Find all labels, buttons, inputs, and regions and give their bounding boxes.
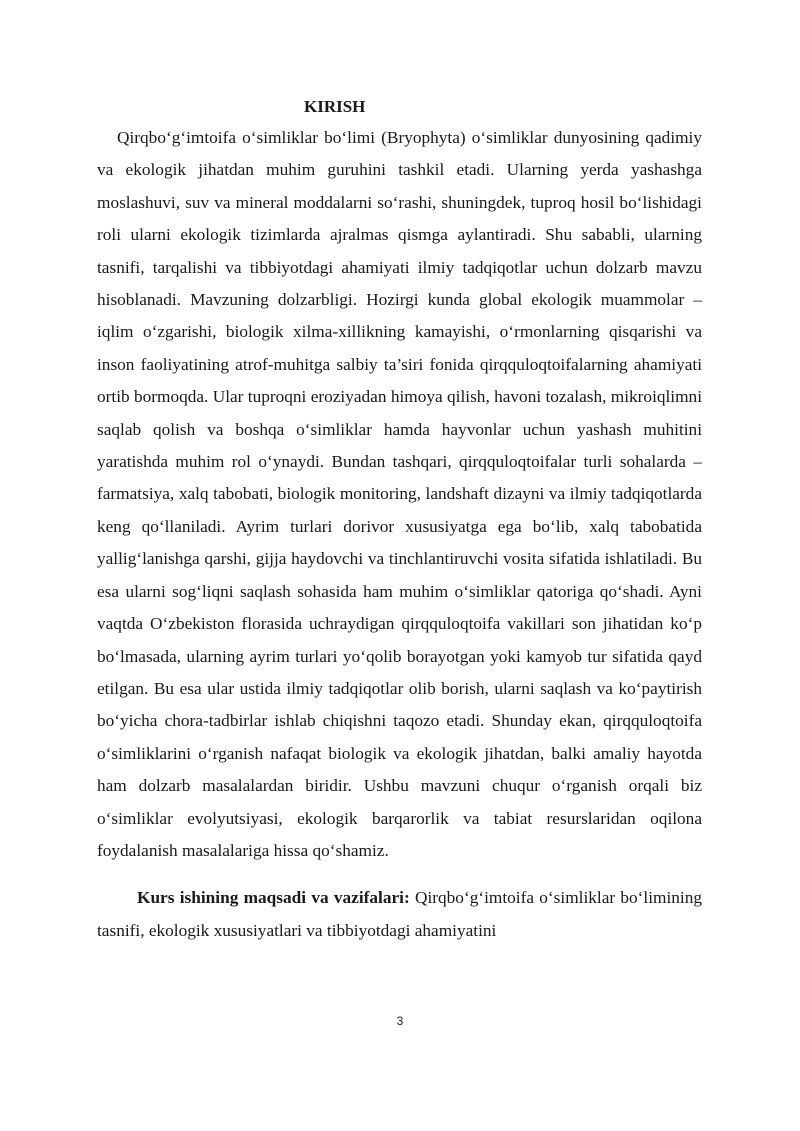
page-number: 3	[396, 1014, 404, 1028]
goals-paragraph	[97, 882, 702, 947]
intro-paragraph: Qirqbo‘g‘imtoifa o‘simliklar bo‘limi (Bryophyta) o‘simliklar dunyosining qadimiy va ekologik jihatdan muhim guruhini tashkil etadi. Ularning yerda yashashga moslashuvi, suv va mineral moddalarni so‘rashi, shuningdek, tuproq hosil bo‘lishidagi roli ularni ekologik tizimlarda ajralmas qismga aylantiradi. Shu sababli, ularning tasnifi, tarqalishi va tibbiyotdagi ahamiyati ilmiy tadqiqotlar uchun dolzarb mavzu hisoblanadi. Mavzuning dolzarbligi. Hozirgi kunda global ekologik muammolar – iqlim o‘zgarishi, biologik xilma-xillikning kamayishi, o‘rmonlarning qisqarishi va inson faoliyatining atrof-muhitga salbiy ta’siri fonida qirqquloqtoifalarning ahamiyati ortib bormoqda. Ular tuproqni eroziyadan himoya qilish, havoni tozalash, mikroiqlimni saqlab qolish va boshqa o‘simliklar hamda hayvonlar uchun yashash muhitini yaratishda muhim rol o‘ynaydi. Bundan tashqari, qirqquloqtoifalar turli sohalarda – farmatsiya, xalq tabobati, biologik monitoring, landshaft dizayni va ilmiy tadqiqotlarda keng qo‘llaniladi. Ayrim turlari dorivor xususiyatga ega bo‘lib, xalq tabobatida yallig‘lanishga qarshi, gijja haydovchi va tinchlantiruvchi vosita sifatida ishlatiladi. Bu esa ularni sog‘liqni saqlash sohasida ham muhim o‘simliklar qatoriga qo‘shadi. Ayni vaqtda O‘zbekiston florasida uchraydigan qirqquloqtoifa vakillari son jihatidan ko‘p bo‘lmasada, ularning ayrim turlari yo‘qolib borayotgan yoki kamyob tur sifatida qayd etilgan. Bu esa ular ustida ilmiy tadqiqotlar olib borish, ularni saqlash va ko‘paytirish bo‘yicha chora-tadbirlar ishlab chiqishni taqozo etadi. Shunday ekan, qirqquloqtoifa o‘simliklarini o‘rganish nafaqat biologik va ekologik jihatdan, balki amaliy hayotda ham dolzarb masalalardan biridir. Ushbu mavzuni chuqur o‘rganish orqali biz o‘simliklar evolyutsiyasi, ekologik barqarorlik va tabiat resurslaridan oqilona foydalanish masalalariga hissa qo‘shamiz.	[97, 128, 702, 860]
section-heading: KIRISH	[304, 97, 366, 116]
goals-lead: Kurs ishining maqsadi va vazifalari:	[137, 888, 410, 908]
goals-text: Qirqbo‘g‘imtoifa o‘simliklar bo‘limining tasnifi, ekologik xususiyatlari va tibbiyotdagi ahamiyatini	[97, 888, 703, 940]
document-page	[97, 96, 702, 947]
